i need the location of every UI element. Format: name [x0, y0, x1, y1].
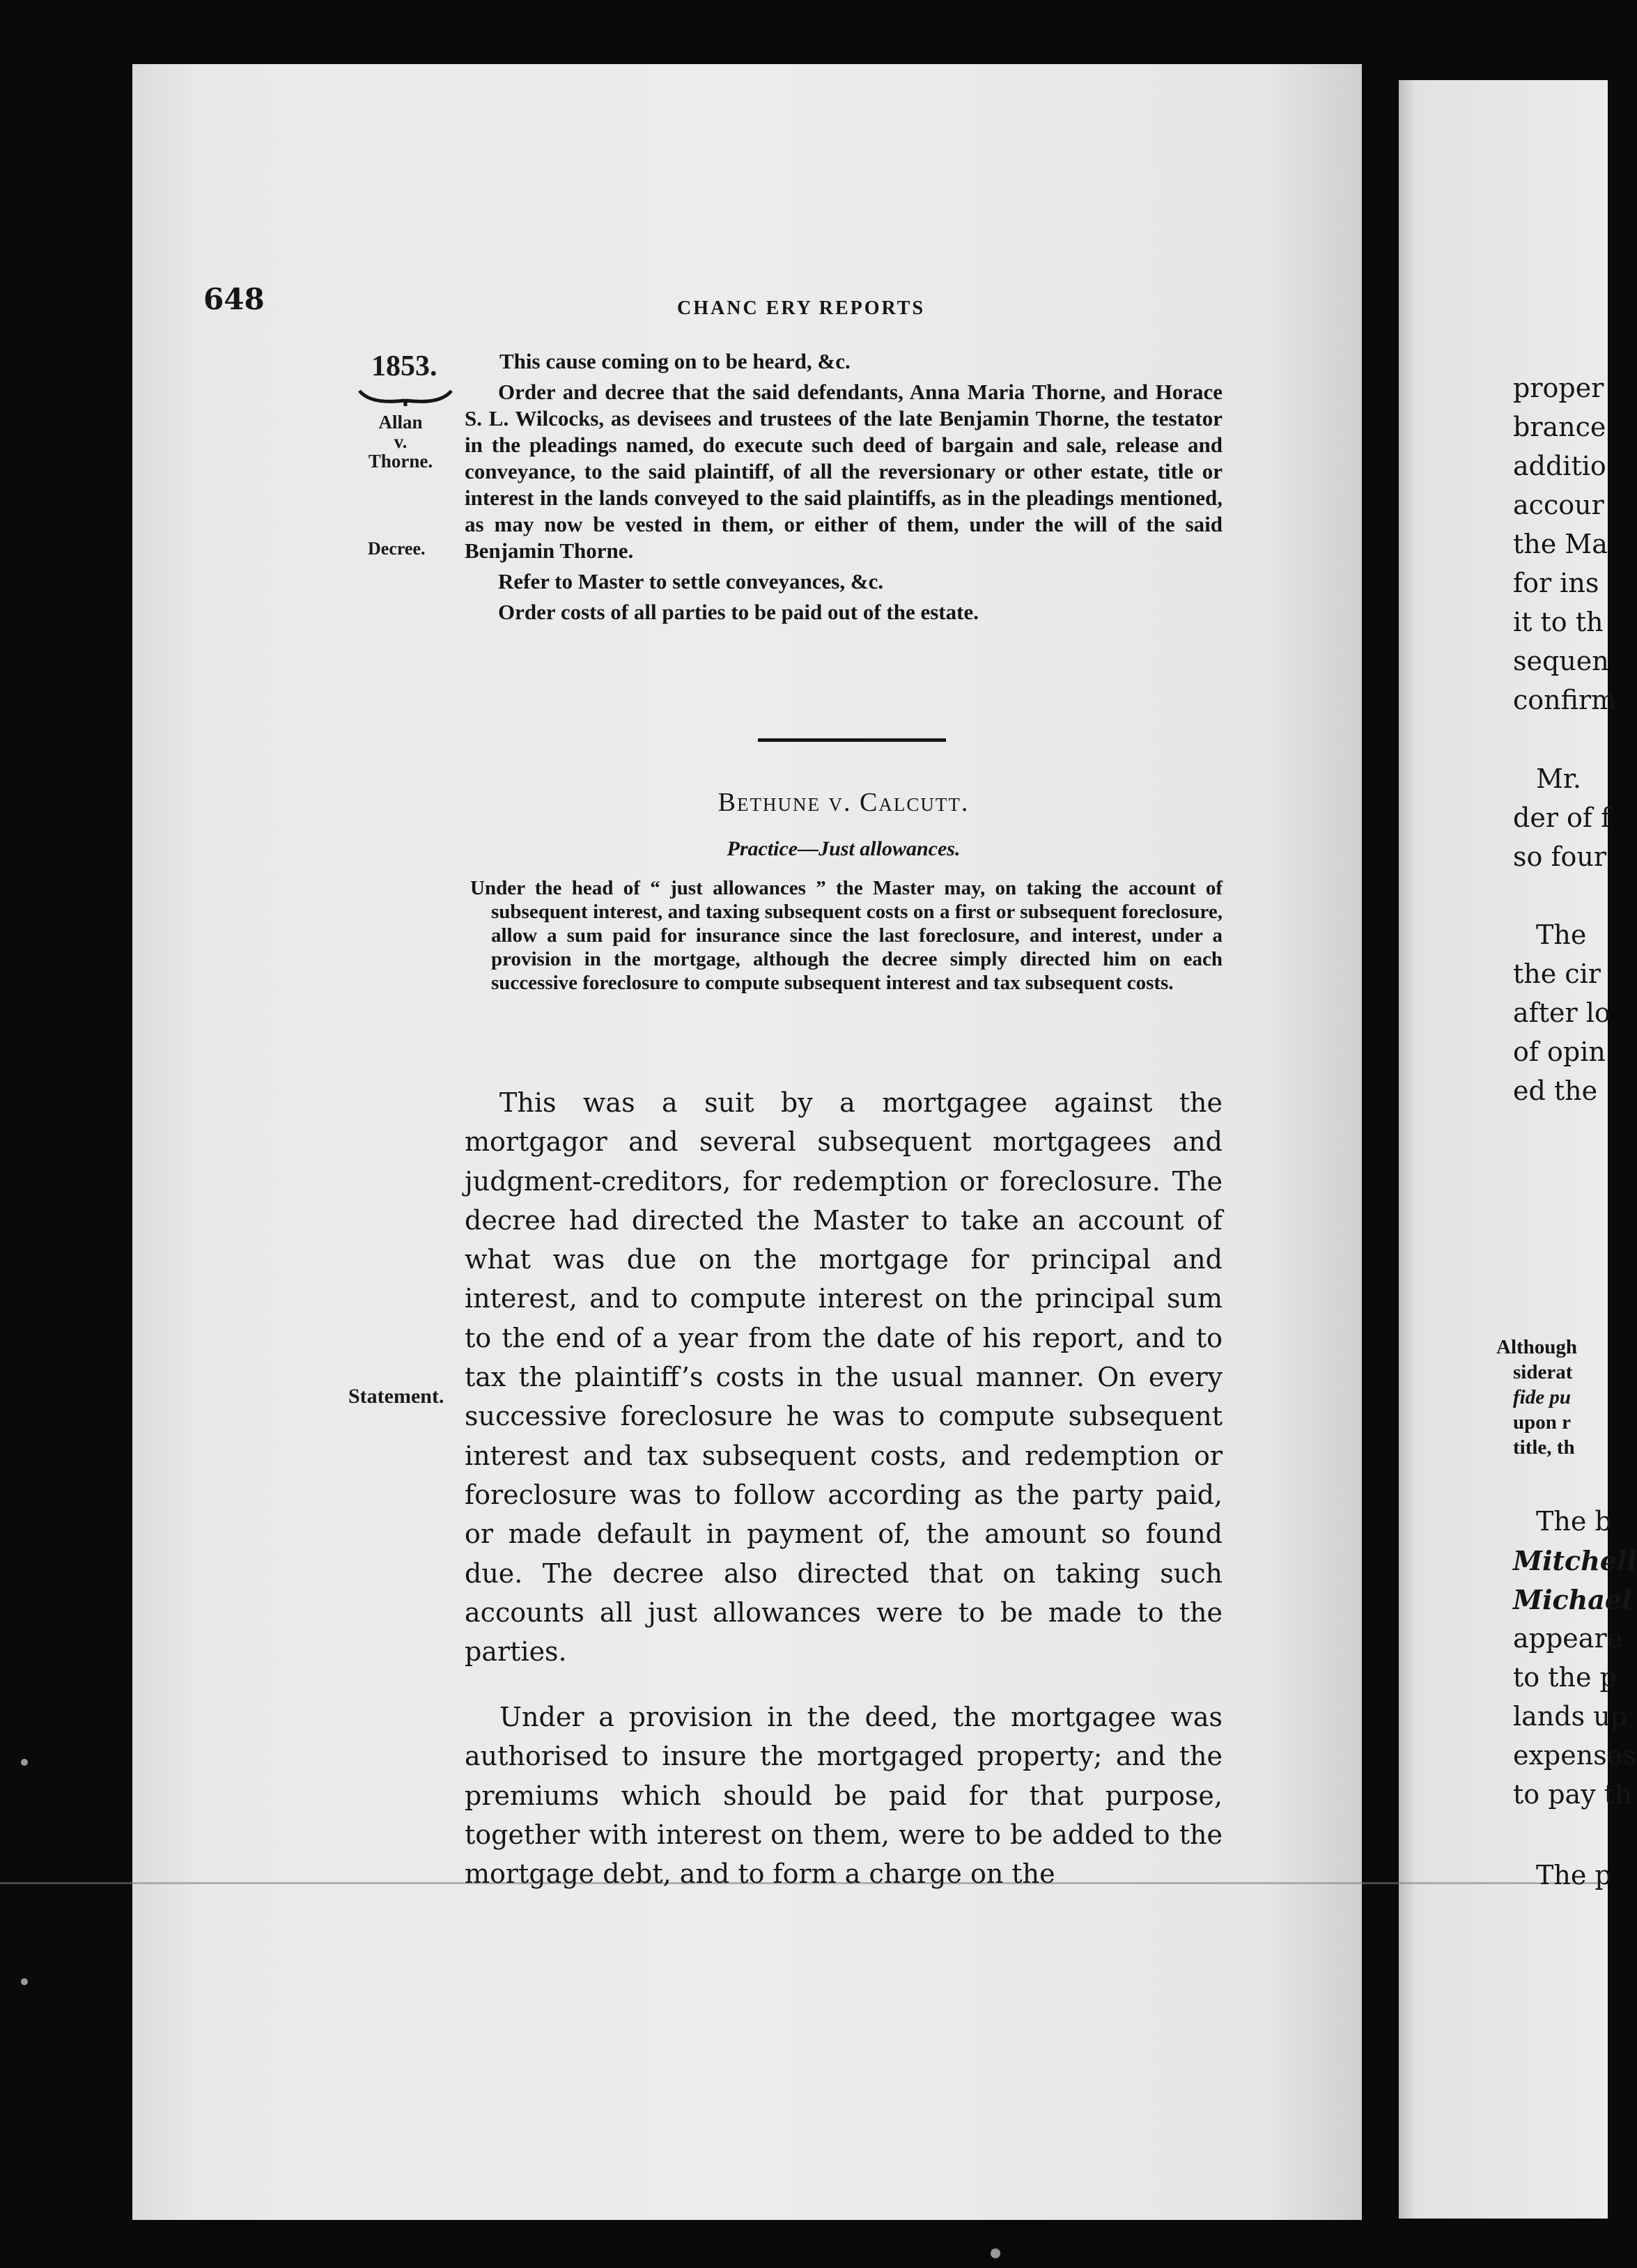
facing-line: appeare	[1513, 1623, 1623, 1654]
section-divider	[758, 738, 946, 742]
facing-headnote-line: fide pu	[1513, 1386, 1571, 1408]
facing-line: The b	[1536, 1506, 1612, 1537]
facing-line: der of f	[1513, 802, 1611, 833]
margin-case-party: Thorne.	[368, 451, 433, 472]
facing-line: accour	[1513, 490, 1604, 520]
facing-line: additio	[1513, 451, 1606, 481]
facing-line: ed the	[1513, 1075, 1598, 1106]
facing-line: the cir	[1513, 958, 1601, 989]
scan-speck	[21, 1978, 28, 1985]
page-header	[203, 282, 1227, 324]
margin-case-versus: v.	[394, 431, 408, 452]
facing-line: Michael	[1513, 1584, 1632, 1615]
margin-statement-label: Statement.	[348, 1385, 444, 1408]
facing-line: for ins	[1513, 568, 1599, 598]
case-title: Bethune v. Calcutt.	[717, 788, 970, 817]
scan-speck	[991, 2248, 1000, 2258]
facing-line: so four	[1513, 841, 1607, 872]
statement-paragraph: This was a suit by a mortgagee against the mortgagor and several subsequent mortgagees and judgment-creditors, for redemption or foreclosure. The decree had directed the Master to take an account of what was due on the mortgage for principal and interest, and to compute interest on the principal sum to the end of a year from the date of his report, and to tax the plaintiff’s costs in the usual manner. On every successive foreclosure he was to compute subsequent interest and tax subsequent costs, and redemption or foreclosure was to follow according as the party paid, or made default in payment of, the amount so found due. The decree also directed that on taking such accounts all just allowances were to be made to the parties.	[465, 1087, 1223, 1668]
facing-line: brance	[1513, 412, 1606, 442]
facing-line: to pay th	[1513, 1779, 1632, 1810]
facing-headnote-line: siderat	[1513, 1361, 1573, 1383]
headnote	[470, 876, 1223, 995]
margin-case-party: Allan	[378, 412, 423, 433]
margin-year: 1853.	[371, 350, 437, 382]
margin-decree-label: Decree.	[368, 538, 426, 559]
facing-line: sequen	[1513, 646, 1609, 676]
facing-headnote-line: title, th	[1513, 1436, 1575, 1459]
facing-line: confirm	[1513, 685, 1617, 715]
headnote-text: Under the head of “ just allowances ” the Master may, on taking the account of subsequent interest, and taxing subsequent costs on a first or subsequent foreclosure, allow a sum paid for insurance since the last foreclosure, and interest, under a provision in the mortgage, although the decree simply directed him on each successive foreclosure to compute subsequent interest and tax subsequent costs.	[470, 877, 1223, 994]
page-number: 648	[203, 282, 265, 316]
facing-line: to the p	[1513, 1662, 1617, 1693]
facing-line: the Ma	[1513, 529, 1608, 559]
facing-line: Mitchell	[1513, 1545, 1637, 1576]
order-opening: This cause coming on to be heard, &c.	[499, 349, 851, 373]
margin-case-name	[362, 412, 439, 471]
facing-line: Mr.	[1536, 763, 1581, 794]
insurance-paragraph: Under a provision in the deed, the mortgagee was authorised to insure the mortgaged property; and the premiums which should be paid for that purpose, together with interest on them, were to be added to the mortgage debt, and to form a charge on the	[465, 1702, 1223, 1890]
facing-headnote-line: upon r	[1513, 1411, 1572, 1434]
order-decree-paragraph: Order and decree that the said defendants, Anna Maria Thorne, and Horace S. L. Wilcocks, as devisees and trustees of the late Benjamin Thorne, the testator in the pleadings named, do execute such deed of bargain and sale, release and conveyance, to the said plaintiff, of all the reversionary or other estate, title or interest in the lands conveyed to the said plaintiffs, as in the pleadings mentioned, as may now be vested in them, or either of them, under the will of the said Benjamin Thorne.	[465, 380, 1223, 563]
order-refer: Refer to Master to settle conveyances, &c.	[498, 569, 884, 593]
order-costs: Order costs of all parties to be paid out of the estate.	[498, 600, 979, 624]
facing-line: lands up	[1513, 1701, 1627, 1732]
facing-line: it to th	[1513, 607, 1604, 637]
facing-line: expenses	[1513, 1740, 1636, 1771]
facing-line: after lo	[1513, 997, 1611, 1028]
facing-headnote-line: Although	[1496, 1336, 1578, 1358]
brace-icon	[357, 387, 454, 407]
facing-line: of opin	[1513, 1036, 1606, 1067]
order-section	[465, 348, 1223, 630]
facing-line: The	[1536, 919, 1587, 950]
scan-speck	[21, 1759, 28, 1766]
facing-line: The p	[1536, 1860, 1612, 1890]
case-subject: Practice—Just allowances.	[727, 837, 961, 860]
facing-line: proper	[1513, 373, 1604, 403]
running-head: CHANC ERY REPORTS	[677, 297, 926, 319]
